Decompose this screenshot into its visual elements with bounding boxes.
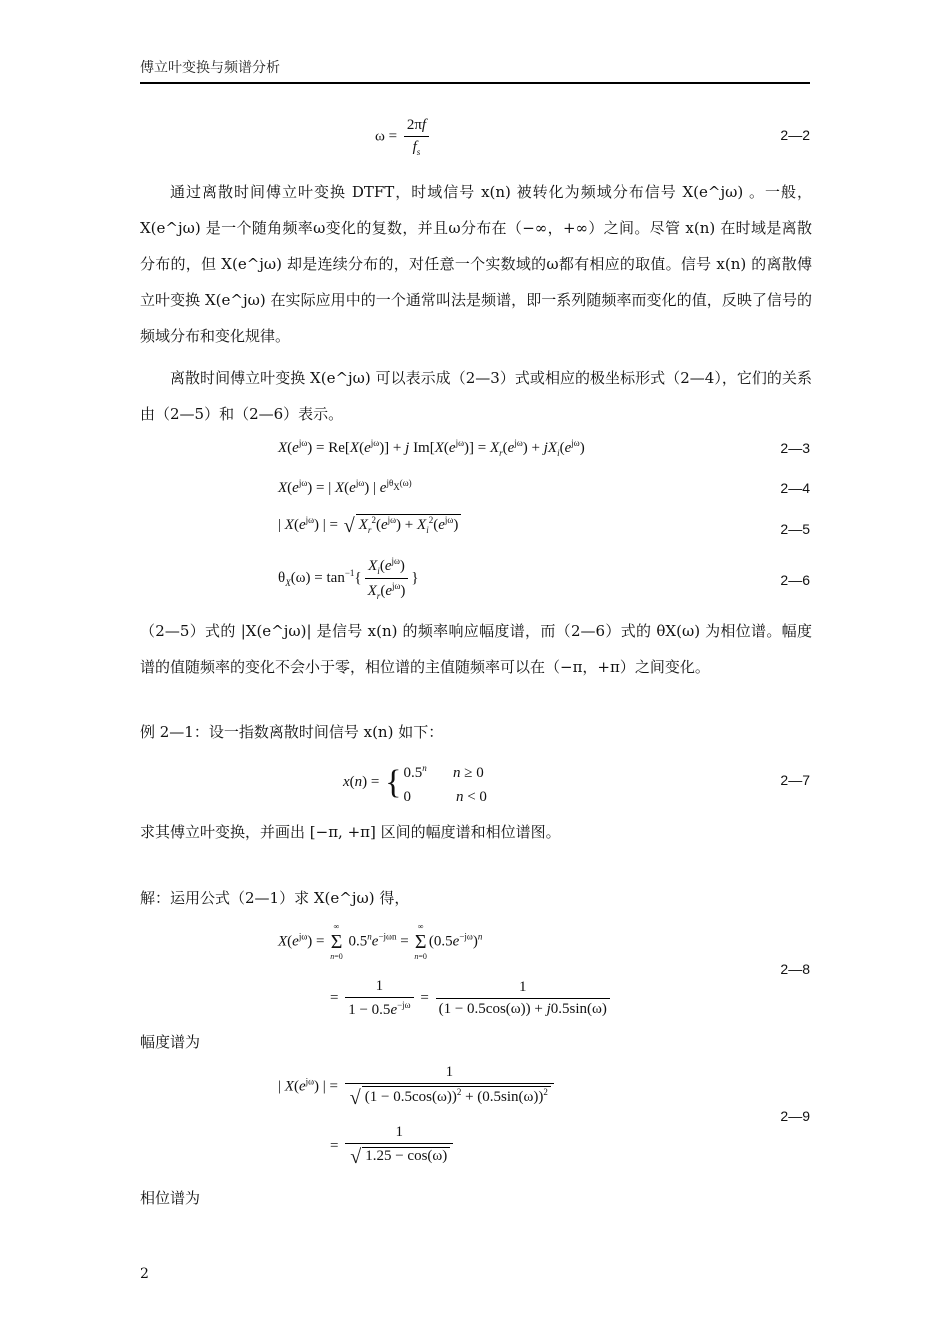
example-statement [140,714,812,750]
equation-2-9-line2: = $\frac{1}{√ 1.25 - \cos(\omega)}$ [330,1124,456,1169]
equation-number: 2—8 [780,961,810,977]
paragraph-text: 解：运用公式（2—1）求 X(e^jω) 得， [140,889,410,907]
paragraph-text: 离散时间傅立叶变换 X(e^jω) 可以表示成（2—3）式或相应的极坐标形式（2—4），它们的关系由（2—5）和（2—6）表示。 [140,369,812,423]
paragraph-polar-form [140,360,812,432]
equation-2-5: | $X(e^{j\omega})$ | = √ $X_r^2(e^{j\omega}) + X_i^2(e^{j\omega})$ [278,514,461,538]
phase-label [140,1180,812,1216]
paragraph-dtft-intro [140,174,812,354]
paragraph-spectrum-meaning [140,613,812,685]
equation-2-8-line2: = $\frac{1}{1 - 0.5e^{-j\omega}}$ = $\frac{1}{(1 - 0.5\cos(\omega)) + j0.5\sin(\omega)}$ [330,978,613,1019]
paragraph-text: 求其傅立叶变换，并画出 [−π, +π] 区间的幅度谱和相位谱图。 [140,823,561,841]
paragraph-text: 幅度谱为 [140,1033,201,1051]
equation-2-2: ω = $\frac{2\pi f}{f_s}$ [375,117,432,157]
solution-intro [140,880,812,916]
paragraph-text: （2—5）式的 |X(e^jω)| 是信号 x(n) 的频率响应幅度谱，而（2—6）式的 θX(ω) 为相位谱。幅度谱的值随频率的变化不会小于零，相位谱的主值随频率可以在（−π，+π）之间变化。 [140,622,812,676]
equation-2-7: x(n) = { 0.5$^n$ n ≥ 0 0 n < 0 [343,763,487,805]
equation-number: 2—6 [780,572,810,588]
equation-number: 2—9 [780,1108,810,1124]
paragraph-text: 例 2—1：设一指数离散时间信号 x(n) 如下： [140,723,444,741]
equation-number: 2—3 [780,440,810,456]
equation-number: 2—4 [780,480,810,496]
amplitude-label [140,1024,812,1060]
paragraph-text: 相位谱为 [140,1189,201,1207]
equation-2-6: $\theta_X(\omega) = \tan^{-1}${ $\frac{X_i(e^{j\omega})}{X_r(e^{j\omega})}$ } [278,556,419,601]
equation-number: 2—5 [780,521,810,537]
equation-2-9-line1: | $X(e^{j\omega})$ | = $\frac{1}{√ (1 - 0.5\cos(\omega))^2 + (0.5\sin(\omega))^2}$ [278,1064,557,1110]
running-header: 傅立叶变换与频谱分析 [140,57,810,84]
page-number: 2 [140,1266,149,1282]
equation-2-8-line1: $X(e^{j\omega})$ = ∞ Σ n=0 $0.5^ne^{-j\omega n}$ = ∞ Σ n=0 $(0.5e^{-j\omega})^n$ [278,922,483,961]
task-statement [140,814,812,850]
equation-number: 2—2 [780,127,810,143]
equation-number: 2—7 [780,772,810,788]
paragraph-text: 通过离散时间傅立叶变换 DTFT，时域信号 x(n) 被转化为频域分布信号 X(e^jω) 。一般，X(e^jω) 是一个随角频率ω变化的复数，并且ω分布在（−∞，+∞）之间。尽管 x(n) 在时域是离散分布的，但 X(e^jω) 却是连续分布的，对任意一个实数域的ω都有相应的取值。信号 x(n) 的离散傅立叶变换 X(e^jω) 在实际应用中的一个通常叫法是频谱，即一系列随频率而变化的值，反映了信号的频域分布和变化规律。 [140,183,812,345]
equation-2-3: $X(e^{j\omega}) = Re[X(e^{j\omega})] + j$ $Im[X(e^{j\omega})] = X_r(e^{j\omega}) + jX_i(e^{j\omega})$ [278,438,585,458]
equation-2-4: $X(e^{j\omega})$ = | $X(e^{j\omega})$ | $e^{j\theta_X(\omega)}$ [278,478,412,496]
